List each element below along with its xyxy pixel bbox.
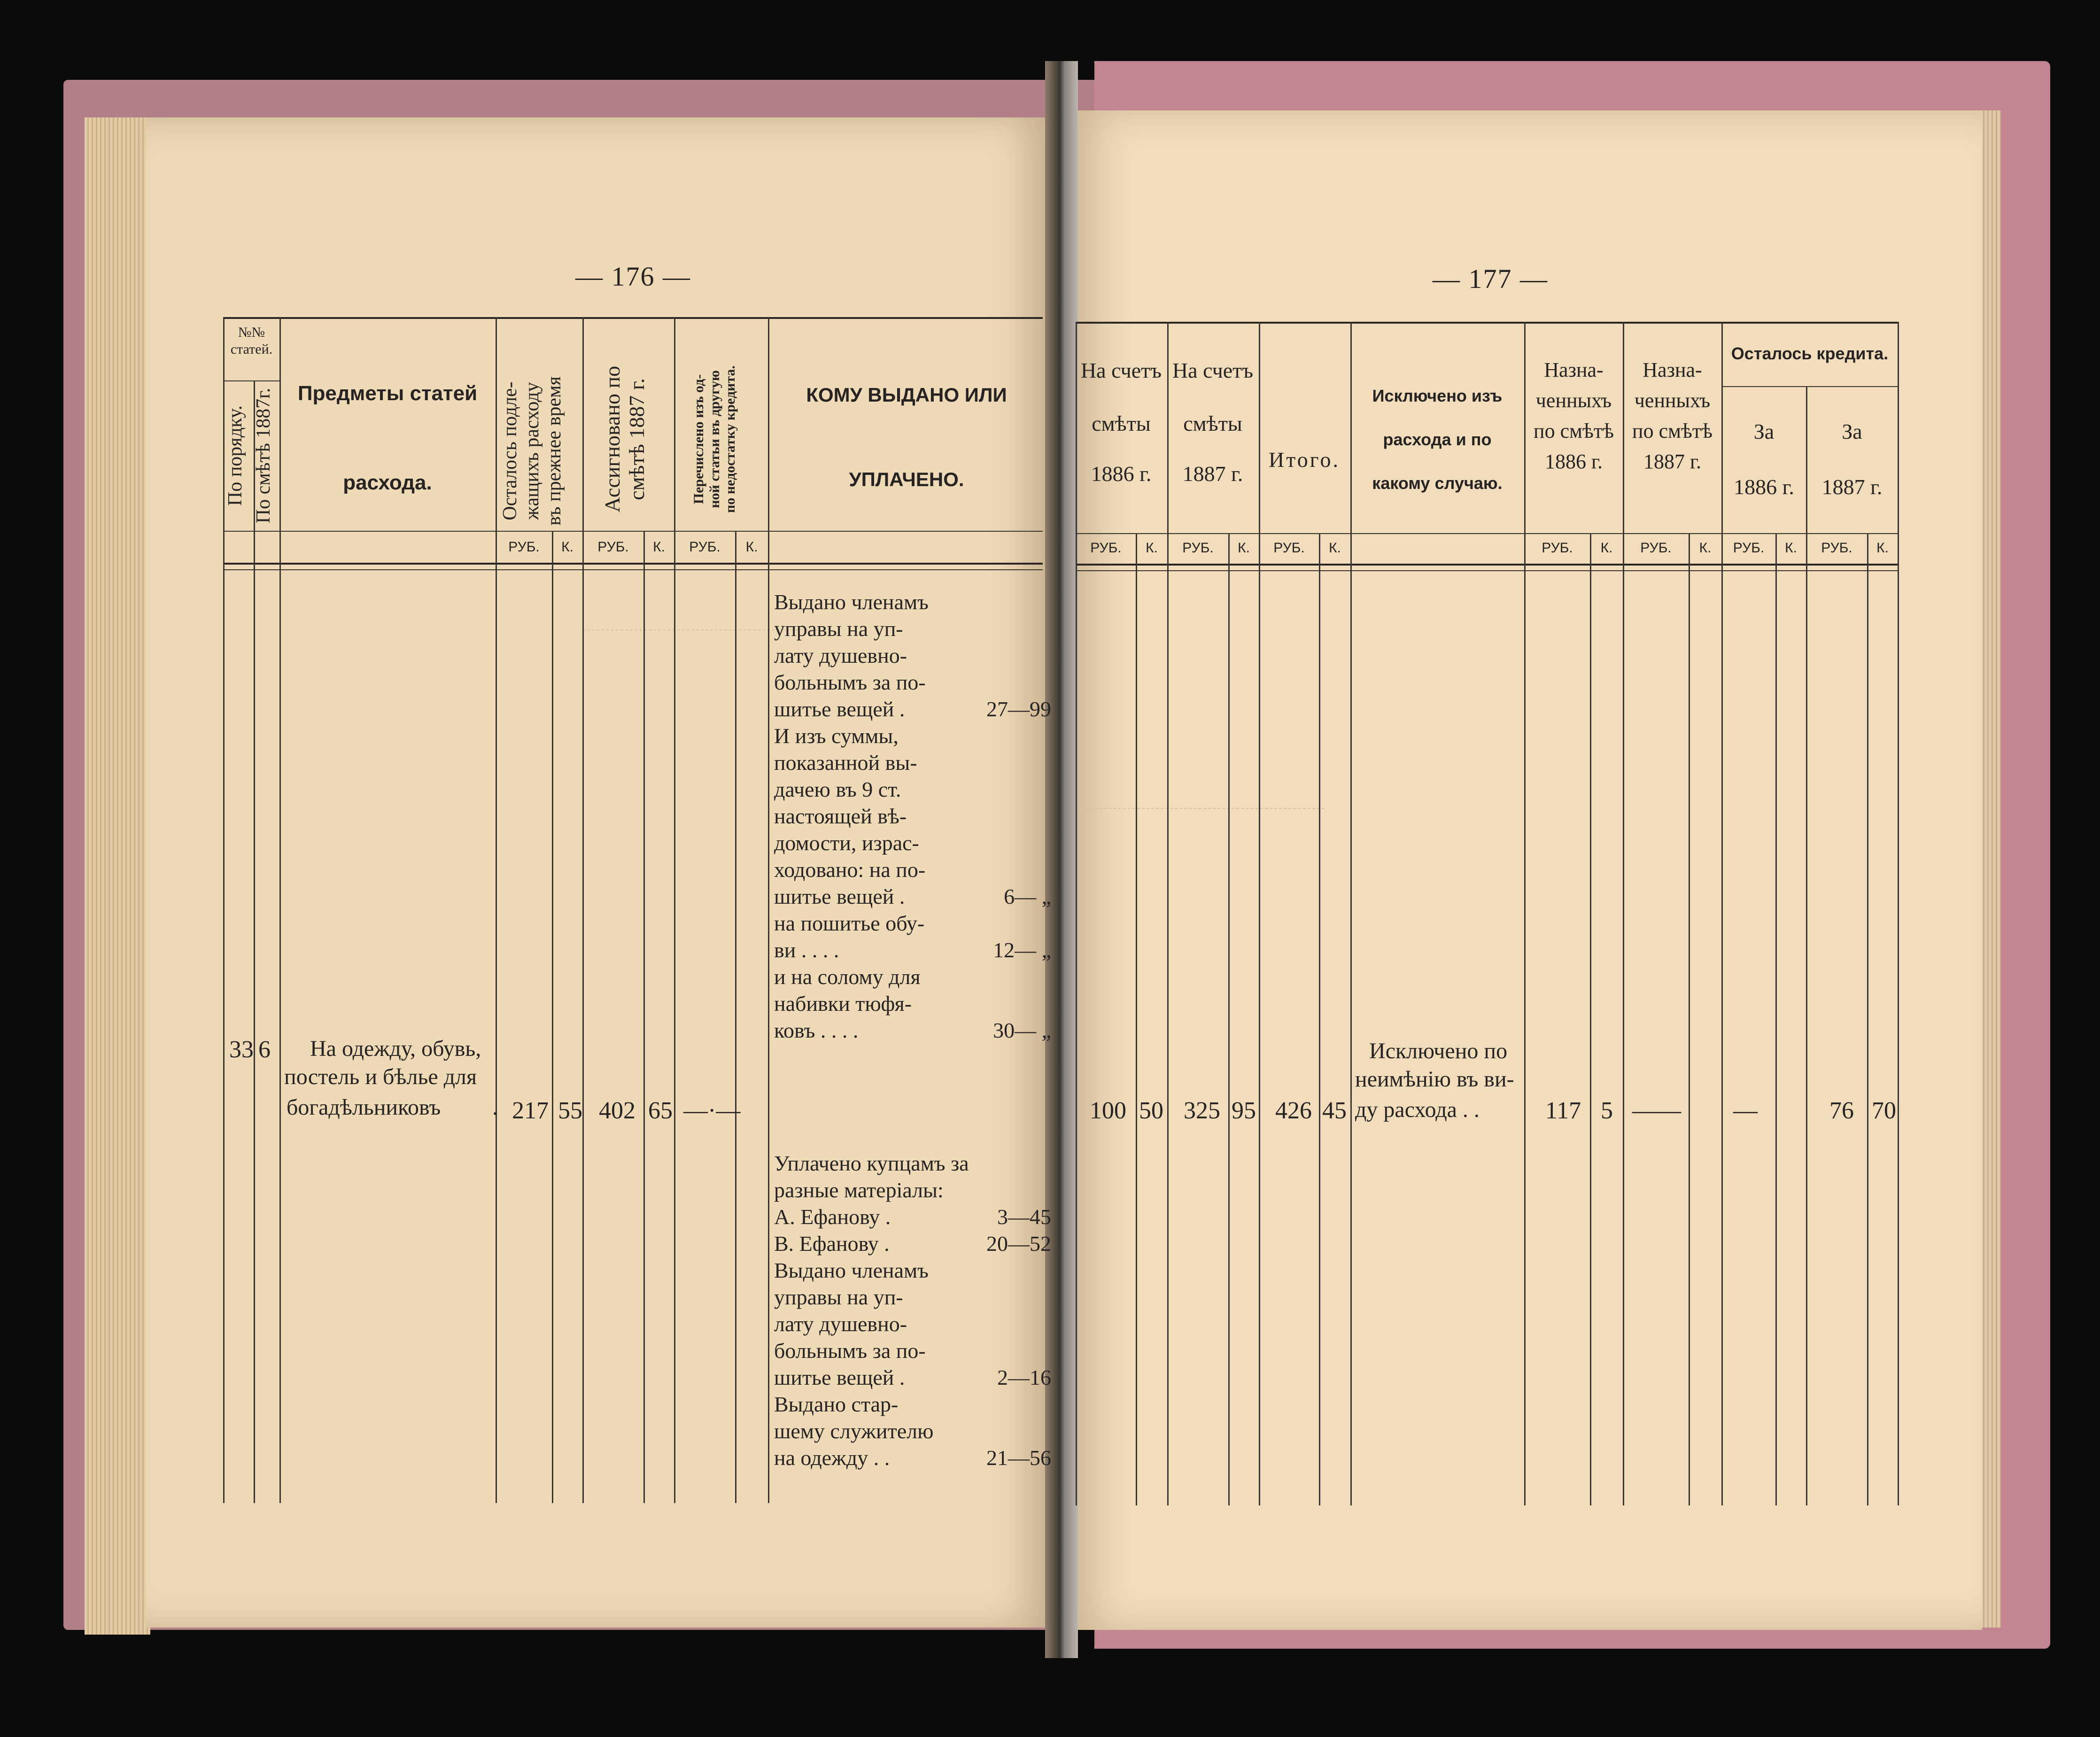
note-line (774, 830, 1051, 857)
note-line (774, 1392, 1051, 1419)
note-amount: 20—52 (986, 1232, 1051, 1256)
unit-rub: РУБ. (1542, 540, 1573, 556)
header-ostalos-kredita: Осталось кредита. (1731, 344, 1889, 363)
unit-rub: РУБ. (1733, 540, 1765, 556)
header-predmety-2: расхода. (343, 471, 432, 494)
unit-rub: РУБ. (1821, 540, 1852, 556)
column-rule (1228, 533, 1230, 1505)
note-line (774, 938, 1051, 964)
note-line (774, 670, 1051, 697)
note-text: на одежду . . (774, 1446, 890, 1470)
unit-rub: РУБ. (689, 539, 721, 555)
header-assignovano: Ассигновано по смѣтѣ 1887 г. (600, 365, 649, 513)
note-text: лату душевно- (774, 644, 907, 667)
note-text: разные матеріалы: (774, 1178, 944, 1202)
note-text: набивки тюфя- (774, 992, 912, 1016)
table-top-rule (223, 317, 1043, 319)
note-line (774, 1419, 1051, 1445)
unit-kop: К. (1329, 540, 1341, 556)
note-line (774, 857, 1051, 884)
units-rule (1076, 533, 1898, 534)
note-text: больнымъ за по- (774, 670, 926, 694)
column-rule (1623, 322, 1624, 1505)
bleed-through-mark (1080, 808, 1325, 828)
column-rule (1898, 322, 1899, 1505)
note-text: Выдано членамъ (774, 590, 929, 614)
column-rule (254, 380, 255, 1503)
assign-kop: 65 (648, 1097, 673, 1124)
header-predmety-1: Предметы статей (297, 382, 478, 405)
note-line (774, 964, 1051, 991)
za1887-rub: 76 (1829, 1097, 1854, 1124)
note-amount: 2—16 (997, 1365, 1051, 1389)
header-naz-1886: Назна- ченныхъ по смѣтѣ 1886 г. (1534, 358, 1614, 473)
note-amount: 6— „ (1004, 884, 1051, 908)
ostalos-kredita-rule (1721, 386, 1898, 387)
header-itogo: Итого. (1269, 448, 1340, 472)
column-rule (735, 531, 736, 1503)
note-line (774, 750, 1051, 777)
column-rule (1167, 322, 1169, 1505)
item-description-2: постель и бѣлье для (284, 1064, 477, 1089)
note-line (774, 911, 1051, 938)
header-bottom-rule (1076, 564, 1898, 566)
page-number-left: — 176 — (575, 261, 691, 292)
note-text: шему служителю (774, 1419, 934, 1443)
header-komu-2: УПЛАЧЕНО. (849, 468, 964, 490)
unit-rub: РУБ. (1640, 540, 1672, 556)
note-text: шитье вещей . (774, 697, 905, 721)
perechisleno-dash: —·— (683, 1097, 741, 1124)
unit-kop: К. (561, 539, 573, 555)
note-line (774, 589, 1051, 616)
note-text: Выдано членамъ (774, 1258, 929, 1282)
note-line (774, 1204, 1051, 1231)
column-rule (552, 531, 553, 1503)
header-nasch-1886: На счетъ смѣты 1886 г. (1080, 358, 1162, 486)
unit-rub: РУБ. (597, 539, 629, 555)
row-number: 33 (229, 1036, 254, 1063)
header-za-1886: За 1886 г. (1734, 419, 1794, 499)
header-no: №№ статей. (230, 325, 273, 357)
naz1887-dash: —— (1632, 1097, 1681, 1124)
note-text: ви . . . . (774, 938, 839, 962)
note-line (774, 723, 1051, 750)
note-text: на пошитье обу- (774, 911, 925, 935)
note-line (774, 1445, 1051, 1472)
table-top-rule (1076, 322, 1898, 324)
row-smeta-number: 6 (258, 1036, 271, 1063)
column-rule (643, 531, 645, 1503)
nasch1887-rub: 325 (1184, 1097, 1220, 1124)
page-edges-left (85, 117, 150, 1635)
za1887-kop: 70 (1872, 1097, 1896, 1124)
column-rule (1524, 322, 1526, 1505)
note-text: ковъ . . . . (774, 1018, 859, 1042)
column-rule (1136, 533, 1137, 1505)
unit-rub: РУБ. (1090, 540, 1122, 556)
column-rule (1350, 322, 1352, 1505)
unit-kop: К. (1146, 540, 1158, 556)
payment-notes-2 (774, 1151, 1051, 1472)
note-line (774, 616, 1051, 643)
note-text: ходовано: на по- (774, 858, 926, 882)
header-bottom-rule-2 (223, 569, 1043, 570)
nasch1886-kop: 50 (1139, 1097, 1163, 1124)
item-description-3: богадѣльниковъ (287, 1095, 441, 1120)
unit-kop: К. (1785, 540, 1797, 556)
note-text: показанной вы- (774, 751, 917, 775)
assign-rub: 402 (599, 1097, 635, 1124)
iskl-note-2: неимѣнію въ ви- (1355, 1067, 1514, 1092)
note-amount: 3—45 (997, 1205, 1051, 1229)
payment-notes (774, 589, 1051, 1045)
note-amount: 12— „ (993, 938, 1051, 962)
note-text: И изъ суммы, (774, 724, 899, 748)
note-line (774, 1231, 1051, 1258)
note-text: В. Ефанову . (774, 1232, 890, 1256)
note-text: шитье вещей . (774, 884, 905, 908)
note-text: шитье вещей . (774, 1365, 905, 1389)
unit-kop: К. (1600, 540, 1613, 556)
note-line (774, 884, 1051, 911)
item-dot-leader: . (492, 1095, 498, 1120)
nasch1887-kop: 95 (1232, 1097, 1256, 1124)
iskl-note-3: ду расхода . . (1355, 1097, 1480, 1122)
note-text: дачею въ 9 ст. (774, 777, 901, 801)
unit-rub: РУБ. (508, 539, 540, 555)
header-nasch-1887: На счетъ смѣты 1887 г. (1172, 358, 1254, 486)
column-rule (1867, 533, 1868, 1505)
note-line (774, 1018, 1051, 1045)
note-text: домости, израс- (774, 831, 919, 855)
unit-kop: К. (1238, 540, 1250, 556)
note-text: Уплачено купцамъ за (774, 1151, 969, 1175)
note-text: и на солому для (774, 965, 921, 989)
header-za-1887: За 1887 г. (1821, 419, 1883, 499)
note-line (774, 777, 1051, 804)
note-text: Выдано стар- (774, 1392, 899, 1416)
note-line (774, 1338, 1051, 1365)
note-text: управы на уп- (774, 1285, 903, 1309)
unit-rub: РУБ. (1273, 540, 1305, 556)
header-komu-1: КОМУ ВЫДАНО ИЛИ (806, 384, 1007, 406)
itogo-kop: 45 (1322, 1097, 1347, 1124)
note-line (774, 804, 1051, 830)
note-text: лату душевно- (774, 1312, 907, 1336)
item-description-1: На одежду, обувь, (310, 1036, 481, 1061)
note-text: больнымъ за по- (774, 1339, 926, 1363)
note-line (774, 991, 1051, 1018)
column-rule (1076, 322, 1077, 1505)
za1886-dash: — (1733, 1097, 1758, 1124)
unit-kop: К. (653, 539, 665, 555)
naz1886-kop: 5 (1601, 1097, 1613, 1124)
unit-kop: К. (1699, 540, 1712, 556)
column-rule (1319, 533, 1320, 1505)
naz1886-rub: 117 (1545, 1097, 1581, 1124)
column-rule (768, 317, 769, 1503)
column-rule (1775, 533, 1777, 1505)
note-text: настоящей вѣ- (774, 804, 907, 828)
iskl-note-1: Исключено по (1369, 1039, 1508, 1063)
note-line (774, 1365, 1051, 1392)
ostalos-kop: 55 (558, 1097, 582, 1124)
header-iskl: Исключено изъ расхода и по какому случаю. (1372, 386, 1503, 493)
note-amount: 30— „ (993, 1018, 1051, 1042)
note-line (774, 1285, 1051, 1311)
note-amount: 21—56 (986, 1446, 1051, 1470)
header-po-poryadku: По порядку. (225, 405, 246, 506)
unit-kop: К. (745, 539, 758, 555)
column-rule (1590, 533, 1591, 1505)
unit-kop: К. (1876, 540, 1889, 556)
header-po-smete: По смѣтѣ 1887г. (253, 388, 274, 524)
header-perechisleno: Перечислено изъ од- ной статьи въ другую по недостатку кредита. (691, 365, 738, 513)
page-number-right: — 177 — (1433, 264, 1548, 294)
column-rule (1689, 533, 1690, 1505)
note-line (774, 1151, 1051, 1178)
unit-rub: РУБ. (1182, 540, 1214, 556)
nasch1886-rub: 100 (1090, 1097, 1126, 1124)
header-naz-1887: Назна- ченныхъ по смѣтѣ 1887 г. (1632, 358, 1713, 473)
column-rule (1259, 322, 1260, 1505)
note-line (774, 1258, 1051, 1285)
note-text: А. Ефанову . (774, 1205, 891, 1229)
header-bottom-rule (223, 563, 1043, 565)
header-ostalos: Осталось подле- жащихъ расходу въ прежнее время (499, 376, 566, 526)
note-line (774, 697, 1051, 723)
header-bottom-rule-2 (1076, 570, 1898, 571)
note-line (774, 1311, 1051, 1338)
ostalos-rub: 217 (512, 1097, 549, 1124)
note-amount: 27—99 (986, 697, 1051, 721)
note-text: управы на уп- (774, 617, 903, 641)
note-line (774, 643, 1051, 670)
note-line (774, 1178, 1051, 1204)
itogo-rub: 426 (1275, 1097, 1312, 1124)
